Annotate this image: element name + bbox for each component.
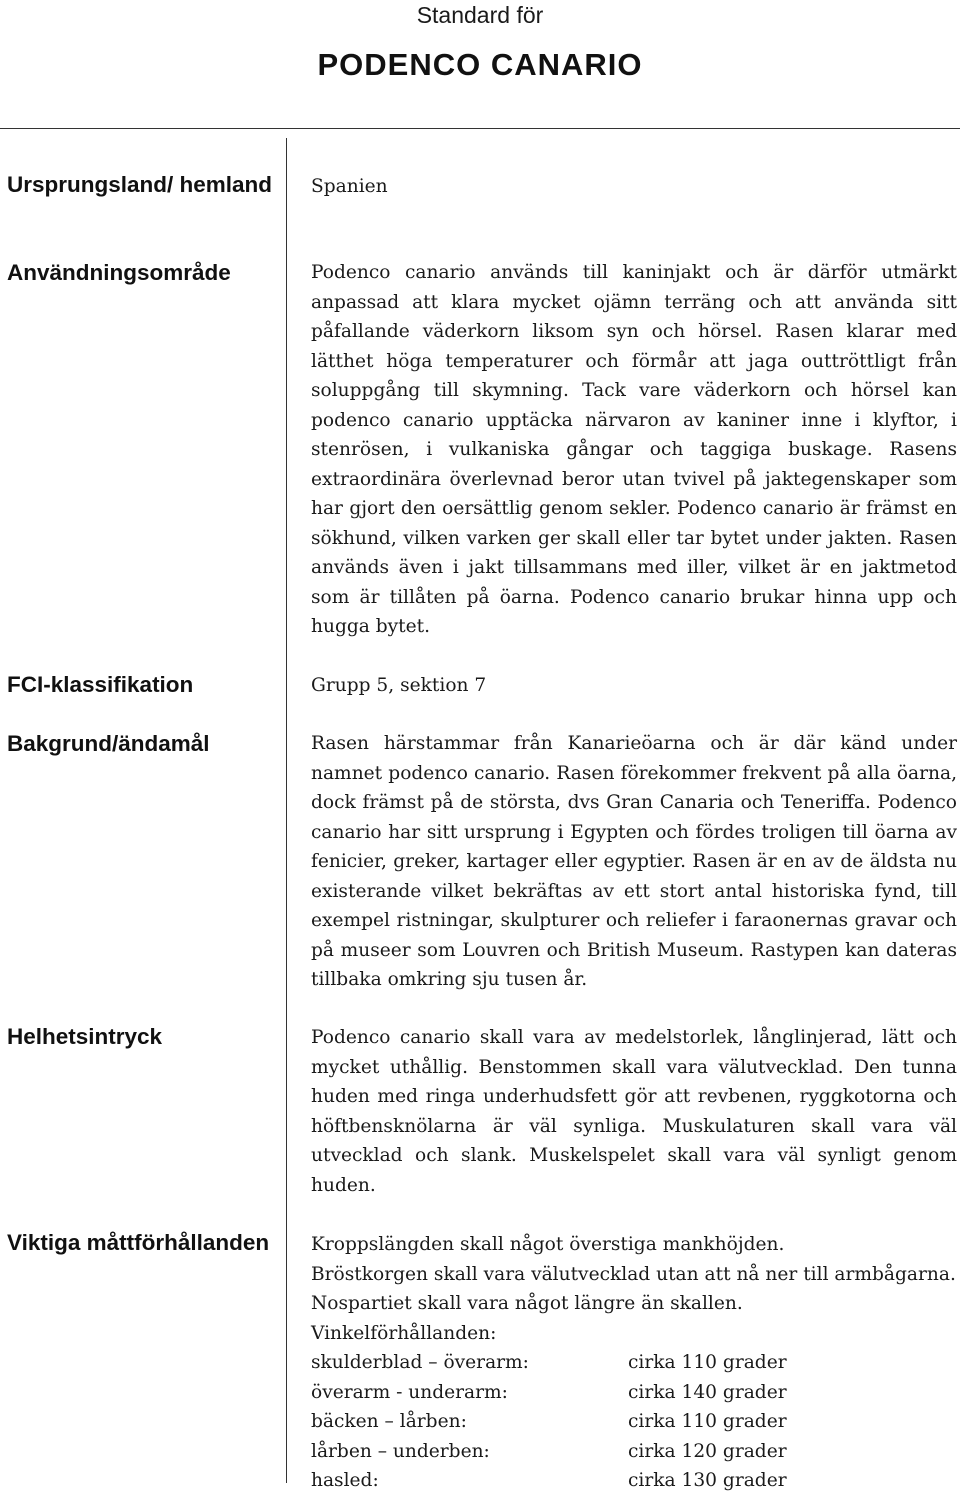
angle-name: hasled: [311,1470,379,1491]
label-fci-classification: FCI-klassifikation [7,672,194,697]
angle-value: cirka 120 grader [628,1440,787,1462]
angles-heading: Vinkelförhållanden: [311,1322,497,1344]
proportion-line: Nospartiet skall vara något längre än skallen. [311,1293,743,1314]
text-usage: Podenco canario används till kaninjakt och är därför utmärkt anpassad att klara mycket ojämn terräng och att använda sitt påfallande väderkorn liksom syn och hörsel. Rasen klarar med lätthet höga temperaturer och förmår att jaga outtröttligt från soluppgång till skymning. Tack vare väderkorn och hörsel kan podenco canario upptäcka närvaron av kaniner inne i klyftor, i stenrösen, i vulkaniska gångar och taggiga buskage. Rasens extraordinära överlevnad beror utan tvivel på jaktegenskaper som har gjort den oersättlig genom sekler. Podenco canario är främst en sökhund, vilken varken ger skall eller tar bytet under jakten. Rasen används även i jakt tillsammans med iller, vilket är en jaktmetod som är tillåten på öarna. Podenco canario brukar hinna upp och hugga bytet. [311,262,957,637]
angle-value: cirka 110 grader [628,1411,787,1432]
proportion-line: Bröstkorgen skall vara välutvecklad utan att nå ner till armbågarna. [311,1263,956,1285]
angle-name: överarm - underarm: [311,1381,508,1403]
angle-row [311,1407,911,1437]
text-fci-classification: Grupp 5, sektion 7 [311,675,487,696]
document-subtitle: Standard för [416,2,544,28]
document-title: PODENCO CANARIO [317,47,643,82]
angle-value: cirka 130 grader [628,1470,787,1491]
angle-row [311,1378,911,1408]
angle-value: cirka 140 grader [628,1381,787,1403]
angle-value: cirka 110 grader [628,1352,787,1373]
angle-name: bäcken – lårben: [311,1411,467,1432]
column-divider [286,138,287,1483]
text-general-appearance: Podenco canario skall vara av medelstorlek, långlinjerad, lätt och mycket uthållig. Benstommen skall vara välutvecklad. Den tunna huden med ringa underhudsfett gör att revbenen, ryggkotorna och höftbensknölarna är väl synliga. Muskulaturen skall vara väl utvecklad och slank. Muskelspelet skall vara väl synligt genom huden. [311,1027,957,1196]
angle-row [311,1348,911,1378]
label-usage: Användningsområde [7,260,231,285]
proportion-line: Kroppslängden skall något överstiga mankhöjden. [311,1234,785,1255]
label-origin-country: Ursprungsland/ hemland [7,172,273,197]
text-origin-country: Spanien [311,176,388,197]
text-important-proportions [311,1230,957,1348]
angle-name: skulderblad – överarm: [311,1352,529,1373]
angle-name: lårben – underben: [311,1440,490,1462]
angle-table [311,1348,911,1496]
label-general-appearance: Helhetsintryck [7,1024,163,1049]
angle-row [311,1466,911,1496]
header-divider [0,128,960,129]
label-important-proportions: Viktiga måttförhållanden [7,1230,270,1255]
text-background: Rasen härstammar från Kanarieöarna och är där känd under namnet podenco canario. Rasen förekommer frekvent på alla öarna, dock främst på de största, dvs Gran Canaria och Teneriffa. Podenco canario har sitt ursprung i Egypten och fördes troligen till öarna av fenicier, greker, kartager eller egyptier. Rasen är en av de äldsta nu existerande vilket bekräftas av ett stort antal historiska fynd, till exempel ristningar, skulpturer och reliefer i faraonernas gravar och på museer som Louvren och British Museum. Rastypen kan dateras tillbaka omkring sju tusen år. [311,733,957,990]
label-background: Bakgrund/ändamål [7,731,210,756]
angle-row [311,1437,911,1467]
